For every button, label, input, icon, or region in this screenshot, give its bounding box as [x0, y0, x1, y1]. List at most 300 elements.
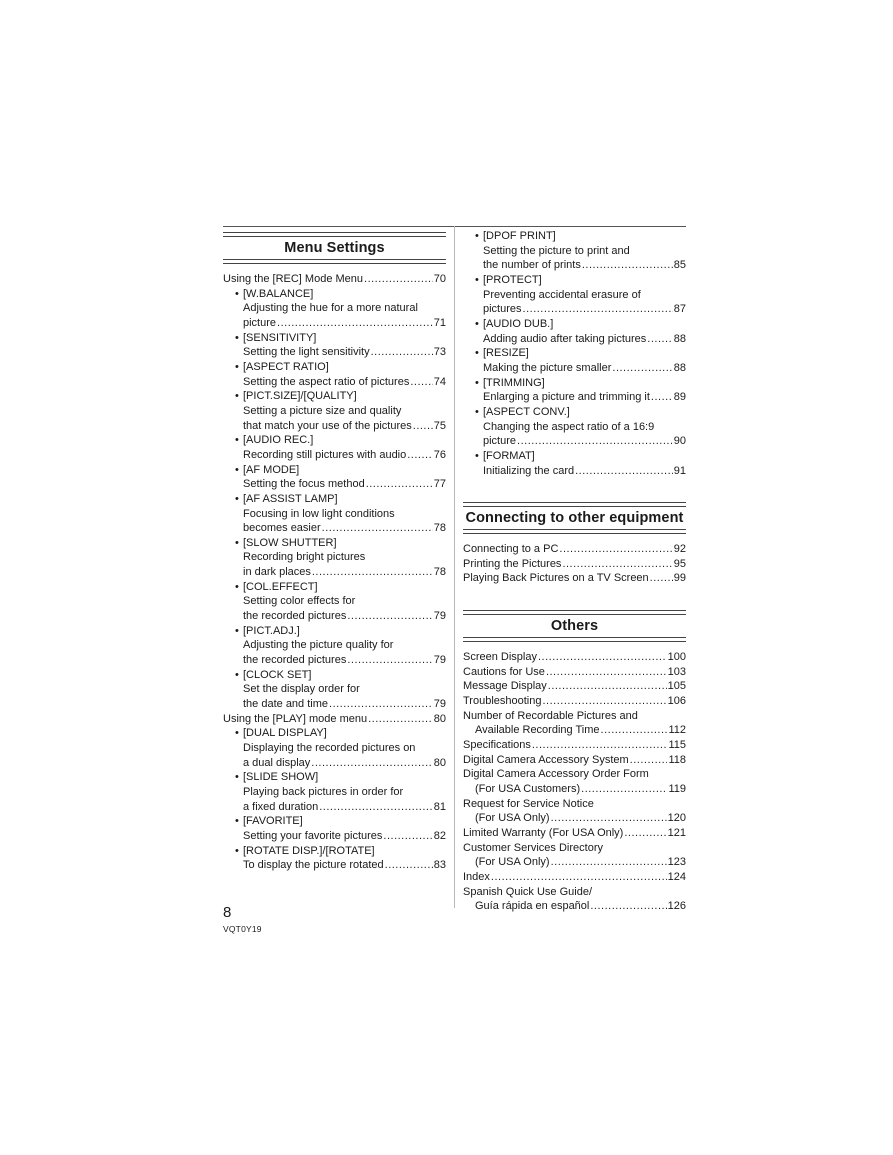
item-name-text: [RESIZE] [483, 347, 529, 360]
toc-entry[interactable] [463, 258, 686, 273]
bullet-icon: • [475, 347, 479, 360]
toc-entry[interactable] [223, 609, 446, 624]
toc-entry[interactable] [223, 653, 446, 668]
dot-leader [532, 738, 668, 753]
play-menu-items [223, 726, 446, 873]
item-description: Changing the aspect ratio of a 16:9 [483, 420, 655, 433]
toc-item [463, 709, 686, 738]
bullet-icon: • [235, 434, 239, 447]
column-divider [454, 226, 455, 908]
item-description: Adjusting the hue for a more natural [243, 302, 418, 315]
item-name [463, 317, 686, 332]
toc-entry[interactable] [463, 557, 686, 572]
page-number: 70 [433, 273, 446, 285]
page-number: 78 [433, 522, 446, 535]
page-number: 79 [433, 698, 446, 711]
toc-item [463, 376, 686, 405]
dot-leader [410, 375, 432, 390]
entry-text: Using the [PLAY] mode menu [223, 712, 368, 725]
page-number: 88 [673, 361, 686, 374]
item-name-text: [SLOW SHUTTER] [243, 536, 337, 549]
entry-text: Recording still pictures with audio [243, 448, 407, 461]
page-number: 85 [673, 259, 686, 272]
toc-entry[interactable] [463, 650, 686, 665]
entry-text: Printing the Pictures [463, 557, 562, 570]
bullet-icon: • [235, 727, 239, 740]
dot-leader [647, 332, 672, 347]
entry-text: Setting your favorite pictures [243, 829, 383, 842]
page-number: 88 [673, 332, 686, 345]
page-number: 78 [433, 566, 446, 579]
entry-text: the date and time [243, 698, 329, 711]
toc-item [463, 571, 686, 586]
toc-item [463, 841, 686, 870]
toc-item [463, 665, 686, 680]
dot-leader [413, 419, 433, 434]
item-description: Digital Camera Accessory Order Form [463, 768, 649, 781]
entry-text: Specifications [463, 739, 531, 752]
dot-leader [562, 557, 672, 572]
toc-item [463, 767, 686, 796]
item-name [223, 389, 446, 404]
toc-entry[interactable] [463, 899, 686, 914]
page-number: 90 [673, 435, 686, 448]
dot-leader [538, 650, 667, 665]
item-name-text: [DPOF PRINT] [483, 230, 556, 242]
section-title: Others [550, 618, 599, 635]
toc-entry[interactable] [463, 753, 686, 768]
toc-entry[interactable] [463, 361, 686, 376]
bullet-icon: • [235, 331, 239, 344]
item-name-text: [PICT.SIZE]/[QUALITY] [243, 390, 357, 403]
toc-entry[interactable] [463, 738, 686, 753]
entry-text: picture [243, 316, 277, 329]
dot-leader [366, 477, 433, 492]
toc-item [463, 797, 686, 826]
section-header [223, 226, 446, 270]
item-name-text: [COL.EFFECT] [243, 580, 318, 593]
bullet-icon: • [475, 376, 479, 389]
page-number: 119 [668, 783, 686, 796]
dot-leader [347, 653, 432, 668]
dot-leader [546, 665, 667, 680]
page-number: 115 [668, 739, 686, 752]
page-number: 83 [433, 859, 446, 872]
toc-entry[interactable] [463, 332, 686, 347]
dot-leader [407, 448, 433, 463]
dot-leader [311, 756, 432, 771]
item-description: Recording bright pictures [243, 551, 366, 564]
dot-leader [630, 753, 668, 768]
entry-text: (For USA Only) [475, 812, 550, 825]
dot-leader [383, 829, 432, 844]
page-number: 71 [433, 316, 446, 329]
page-number: 74 [433, 375, 446, 388]
section-title: Menu Settings [284, 240, 385, 256]
page-number: 103 [667, 665, 686, 678]
dot-leader [551, 811, 667, 826]
section-header [463, 496, 686, 540]
item-description: Playing back pictures in order for [243, 785, 404, 798]
toc-entry[interactable] [463, 302, 686, 317]
toc-item [463, 557, 686, 572]
page-number-footer: 8 [223, 904, 232, 921]
item-name-text: [TRIMMING] [483, 376, 545, 389]
toc-entry[interactable] [223, 345, 446, 360]
entry-text: Initializing the card [483, 464, 575, 477]
section-title: Connecting to other equipment [465, 510, 684, 527]
toc-item [463, 870, 686, 885]
entry-text: that match your use of the pictures [243, 419, 412, 432]
dot-leader [368, 712, 433, 727]
page-number: 87 [673, 303, 686, 316]
page-number: 121 [667, 827, 686, 839]
entry-text: Enlarging a picture and trimming it [483, 391, 650, 404]
dot-leader [517, 434, 673, 449]
entry-text: Setting the aspect ratio of pictures [243, 375, 410, 388]
header-rule-bottom [463, 637, 686, 642]
bullet-icon: • [475, 317, 479, 330]
entry-text: Setting the light sensitivity [243, 346, 370, 359]
entry-text: Limited Warranty (For USA Only) [463, 827, 624, 839]
toc-entry[interactable] [223, 756, 446, 771]
item-name [223, 814, 446, 829]
page-number: 124 [667, 870, 686, 883]
bullet-icon: • [475, 449, 479, 462]
entry-text: the number of prints [483, 259, 581, 272]
page-number: 95 [673, 557, 686, 570]
toc-item [223, 389, 446, 433]
dot-leader [651, 390, 673, 405]
item-name-text: [AUDIO DUB.] [483, 317, 554, 330]
item-name-text: [DUAL DISPLAY] [243, 727, 327, 740]
entry-text: Connecting to a PC [463, 543, 559, 556]
entry-text: Message Display [463, 680, 547, 693]
toc-item [463, 449, 686, 478]
dot-leader [347, 609, 432, 624]
item-name [223, 844, 446, 859]
toc-item [463, 317, 686, 346]
item-name [223, 433, 446, 448]
item-name-text: [SENSITIVITY] [243, 331, 317, 344]
toc-entry[interactable] [223, 316, 446, 331]
entry-text: Adding audio after taking pictures [483, 332, 647, 345]
toc-item [463, 826, 686, 841]
page-number: 79 [433, 654, 446, 667]
item-name-text: [FAVORITE] [243, 815, 303, 828]
toc-entry[interactable] [223, 419, 446, 434]
entry-text: Cautions for Use [463, 665, 545, 678]
toc-item [223, 360, 446, 389]
toc-item [463, 229, 686, 273]
dot-leader [575, 464, 673, 479]
dot-leader [542, 694, 666, 709]
bullet-icon: • [235, 624, 239, 637]
dot-leader [582, 258, 673, 273]
toc-item [223, 726, 446, 770]
dot-leader [601, 723, 668, 738]
item-name-text: [SLIDE SHOW] [243, 771, 319, 784]
bullet-icon: • [235, 536, 239, 549]
page-number: 120 [667, 812, 686, 825]
dot-leader [548, 679, 667, 694]
dot-leader [312, 565, 433, 580]
entry-text: pictures [483, 303, 522, 316]
toc-entry[interactable] [463, 434, 686, 449]
dot-leader [491, 870, 667, 885]
item-name-text: [PICT.ADJ.] [243, 624, 300, 637]
item-name-text: [ROTATE DISP.]/[ROTATE] [243, 844, 375, 857]
entry-text: the recorded pictures [243, 654, 347, 667]
bullet-icon: • [475, 405, 479, 418]
toc-entry[interactable] [463, 665, 686, 680]
toc-entry[interactable] [463, 464, 686, 479]
item-name-text: [CLOCK SET] [243, 668, 312, 681]
dot-leader [385, 858, 433, 873]
toc-item [223, 492, 446, 536]
dot-leader [590, 899, 666, 914]
entry-text: (For USA Only) [475, 856, 550, 869]
toc-entry[interactable] [223, 448, 446, 463]
entry-text: Guía rápida en español [475, 900, 590, 913]
toc-item [223, 668, 446, 712]
item-name [223, 726, 446, 741]
item-name-text: [ASPECT CONV.] [483, 405, 570, 418]
dot-leader [551, 855, 667, 870]
dot-leader [650, 571, 673, 586]
item-name [463, 376, 686, 391]
page-number: 76 [433, 448, 446, 461]
toc-entry[interactable] [463, 723, 686, 738]
toc-entry[interactable] [223, 697, 446, 712]
entry-text: Setting the focus method [243, 478, 365, 491]
item-description: Set the display order for [243, 683, 360, 696]
bullet-icon: • [235, 463, 239, 476]
entry-text: becomes easier [243, 522, 321, 535]
toc-item [463, 753, 686, 768]
dot-leader [371, 345, 433, 360]
item-name-text: [AF ASSIST LAMP] [243, 492, 338, 505]
toc-entry[interactable] [463, 855, 686, 870]
toc-item [463, 405, 686, 449]
toc-item [223, 624, 446, 668]
dot-leader [319, 800, 433, 815]
page-number: 105 [667, 680, 686, 693]
item-name [223, 331, 446, 346]
toc-entry[interactable] [223, 858, 446, 873]
toc-item [223, 433, 446, 462]
others-section [463, 604, 686, 914]
page-number: 79 [433, 610, 446, 623]
page-number: 82 [433, 829, 446, 842]
toc-entry[interactable] [463, 571, 686, 586]
dot-leader [364, 272, 433, 287]
toc-entry[interactable] [463, 811, 686, 826]
toc-entry[interactable] [463, 679, 686, 694]
item-name [223, 360, 446, 375]
toc-entry[interactable] [223, 565, 446, 580]
dot-leader [559, 542, 672, 557]
toc-item [463, 346, 686, 375]
entry-text: Making the picture smaller [483, 361, 612, 374]
item-description: Displaying the recorded pictures on [243, 742, 416, 754]
page-number: 77 [433, 478, 446, 491]
others-items [463, 650, 686, 914]
header-rule-bottom [463, 529, 686, 534]
toc-item [223, 463, 446, 492]
item-description: Preventing accidental erasure of [483, 288, 641, 301]
dot-leader [612, 361, 672, 376]
item-name [223, 580, 446, 595]
toc-entry[interactable] [223, 800, 446, 815]
page-number: 80 [433, 756, 446, 769]
toc-item [463, 885, 686, 914]
dot-leader [322, 521, 433, 536]
bullet-icon: • [235, 668, 239, 681]
page-number: 89 [673, 391, 686, 404]
item-name [223, 536, 446, 551]
page-number: 100 [667, 651, 686, 664]
toc-entry[interactable] [223, 712, 446, 727]
item-description: Spanish Quick Use Guide/ [463, 885, 593, 898]
page-number: 91 [673, 464, 686, 477]
item-name-text: [AUDIO REC.] [243, 434, 314, 447]
item-name [223, 463, 446, 478]
page-number: 112 [668, 724, 686, 737]
bullet-icon: • [235, 844, 239, 857]
toc-entry[interactable] [463, 542, 686, 557]
entry-text: Index [463, 870, 490, 883]
toc-item [223, 536, 446, 580]
bullet-icon: • [235, 771, 239, 784]
bullet-icon: • [475, 273, 479, 286]
entry-text: picture [483, 435, 517, 448]
page-number: 126 [667, 900, 686, 913]
item-description: Customer Services Directory [463, 841, 603, 854]
entry-text: Available Recording Time [475, 724, 600, 737]
left-column [223, 226, 446, 873]
dot-leader [329, 697, 433, 712]
toc-entry[interactable] [223, 375, 446, 390]
bullet-icon: • [235, 815, 239, 828]
item-name [223, 287, 446, 302]
right-column [463, 226, 686, 914]
entry-text: a fixed duration [243, 800, 319, 813]
toc-entry[interactable] [463, 694, 686, 709]
entry-text: To display the picture rotated [243, 859, 384, 872]
page-number: 80 [433, 712, 446, 725]
toc-item [223, 814, 446, 843]
toc-item [223, 580, 446, 624]
bullet-icon: • [475, 230, 479, 242]
entry-text: (For USA Customers) [475, 783, 581, 796]
toc-entry[interactable] [223, 829, 446, 844]
page-number: 123 [667, 856, 686, 869]
page-number: 75 [433, 419, 446, 432]
header-rule-bottom [223, 259, 446, 264]
connecting-items [463, 542, 686, 586]
toc-entry[interactable] [223, 521, 446, 536]
toc-item [463, 273, 686, 317]
toc-entry[interactable] [223, 272, 446, 287]
item-name-text: [FORMAT] [483, 449, 535, 462]
item-description: Adjusting the picture quality for [243, 639, 394, 652]
toc-item [223, 770, 446, 814]
toc-item [463, 542, 686, 557]
toc-item [463, 679, 686, 694]
item-name [463, 449, 686, 464]
toc-item [463, 738, 686, 753]
toc-item [463, 694, 686, 709]
dot-leader [277, 316, 433, 331]
toc-item [223, 331, 446, 360]
item-description: Setting the picture to print and [483, 244, 630, 257]
page-number: 73 [433, 346, 446, 359]
item-description: Setting color effects for [243, 595, 356, 608]
page-number: 92 [673, 543, 686, 556]
toc-item [223, 844, 446, 873]
bullet-icon: • [235, 287, 239, 300]
item-description: Focusing in low light conditions [243, 507, 395, 520]
item-name-text: [PROTECT] [483, 273, 542, 286]
page-number: 106 [667, 695, 686, 708]
dot-leader [523, 302, 673, 317]
page-number: 99 [673, 572, 686, 585]
item-description: Number of Recordable Pictures and [463, 709, 638, 722]
item-name-text: [ASPECT RATIO] [243, 360, 329, 373]
page-number: 118 [668, 753, 686, 766]
entry-text: Digital Camera Accessory System [463, 753, 629, 766]
bullet-icon: • [235, 390, 239, 403]
toc-entry[interactable] [223, 477, 446, 492]
toc-entry[interactable] [463, 390, 686, 405]
item-name [463, 405, 686, 420]
item-name-text: [AF MODE] [243, 463, 300, 476]
toc-item [463, 650, 686, 665]
item-name [463, 229, 686, 244]
document-code: VQT0Y19 [223, 924, 262, 934]
entry-text: Screen Display [463, 651, 537, 664]
entry-text: Troubleshooting [463, 695, 542, 708]
menu-settings-section [223, 226, 446, 873]
dot-leader [624, 826, 666, 841]
toc-entry[interactable] [463, 870, 686, 885]
toc-item [223, 287, 446, 331]
dot-leader [581, 782, 667, 797]
item-name [223, 624, 446, 639]
play-menu-items-continued [463, 229, 686, 478]
item-description: Request for Service Notice [463, 797, 594, 810]
entry-text: a dual display [243, 756, 311, 769]
item-name [463, 346, 686, 361]
toc-entry[interactable] [463, 782, 686, 797]
entry-text: Playing Back Pictures on a TV Screen [463, 572, 649, 585]
entry-text: the recorded pictures [243, 610, 347, 623]
bullet-icon: • [235, 360, 239, 373]
bullet-icon: • [235, 492, 239, 505]
bullet-icon: • [235, 580, 239, 593]
entry-text: Using the [REC] Mode Menu [223, 273, 364, 285]
item-name [463, 273, 686, 288]
item-name-text: [W.BALANCE] [243, 287, 314, 300]
rec-menu-items [223, 287, 446, 712]
item-description: Setting a picture size and quality [243, 404, 402, 417]
item-name [223, 492, 446, 507]
toc-entry[interactable] [463, 826, 686, 841]
item-name [223, 668, 446, 683]
page-number: 81 [433, 800, 446, 813]
section-header [463, 604, 686, 648]
